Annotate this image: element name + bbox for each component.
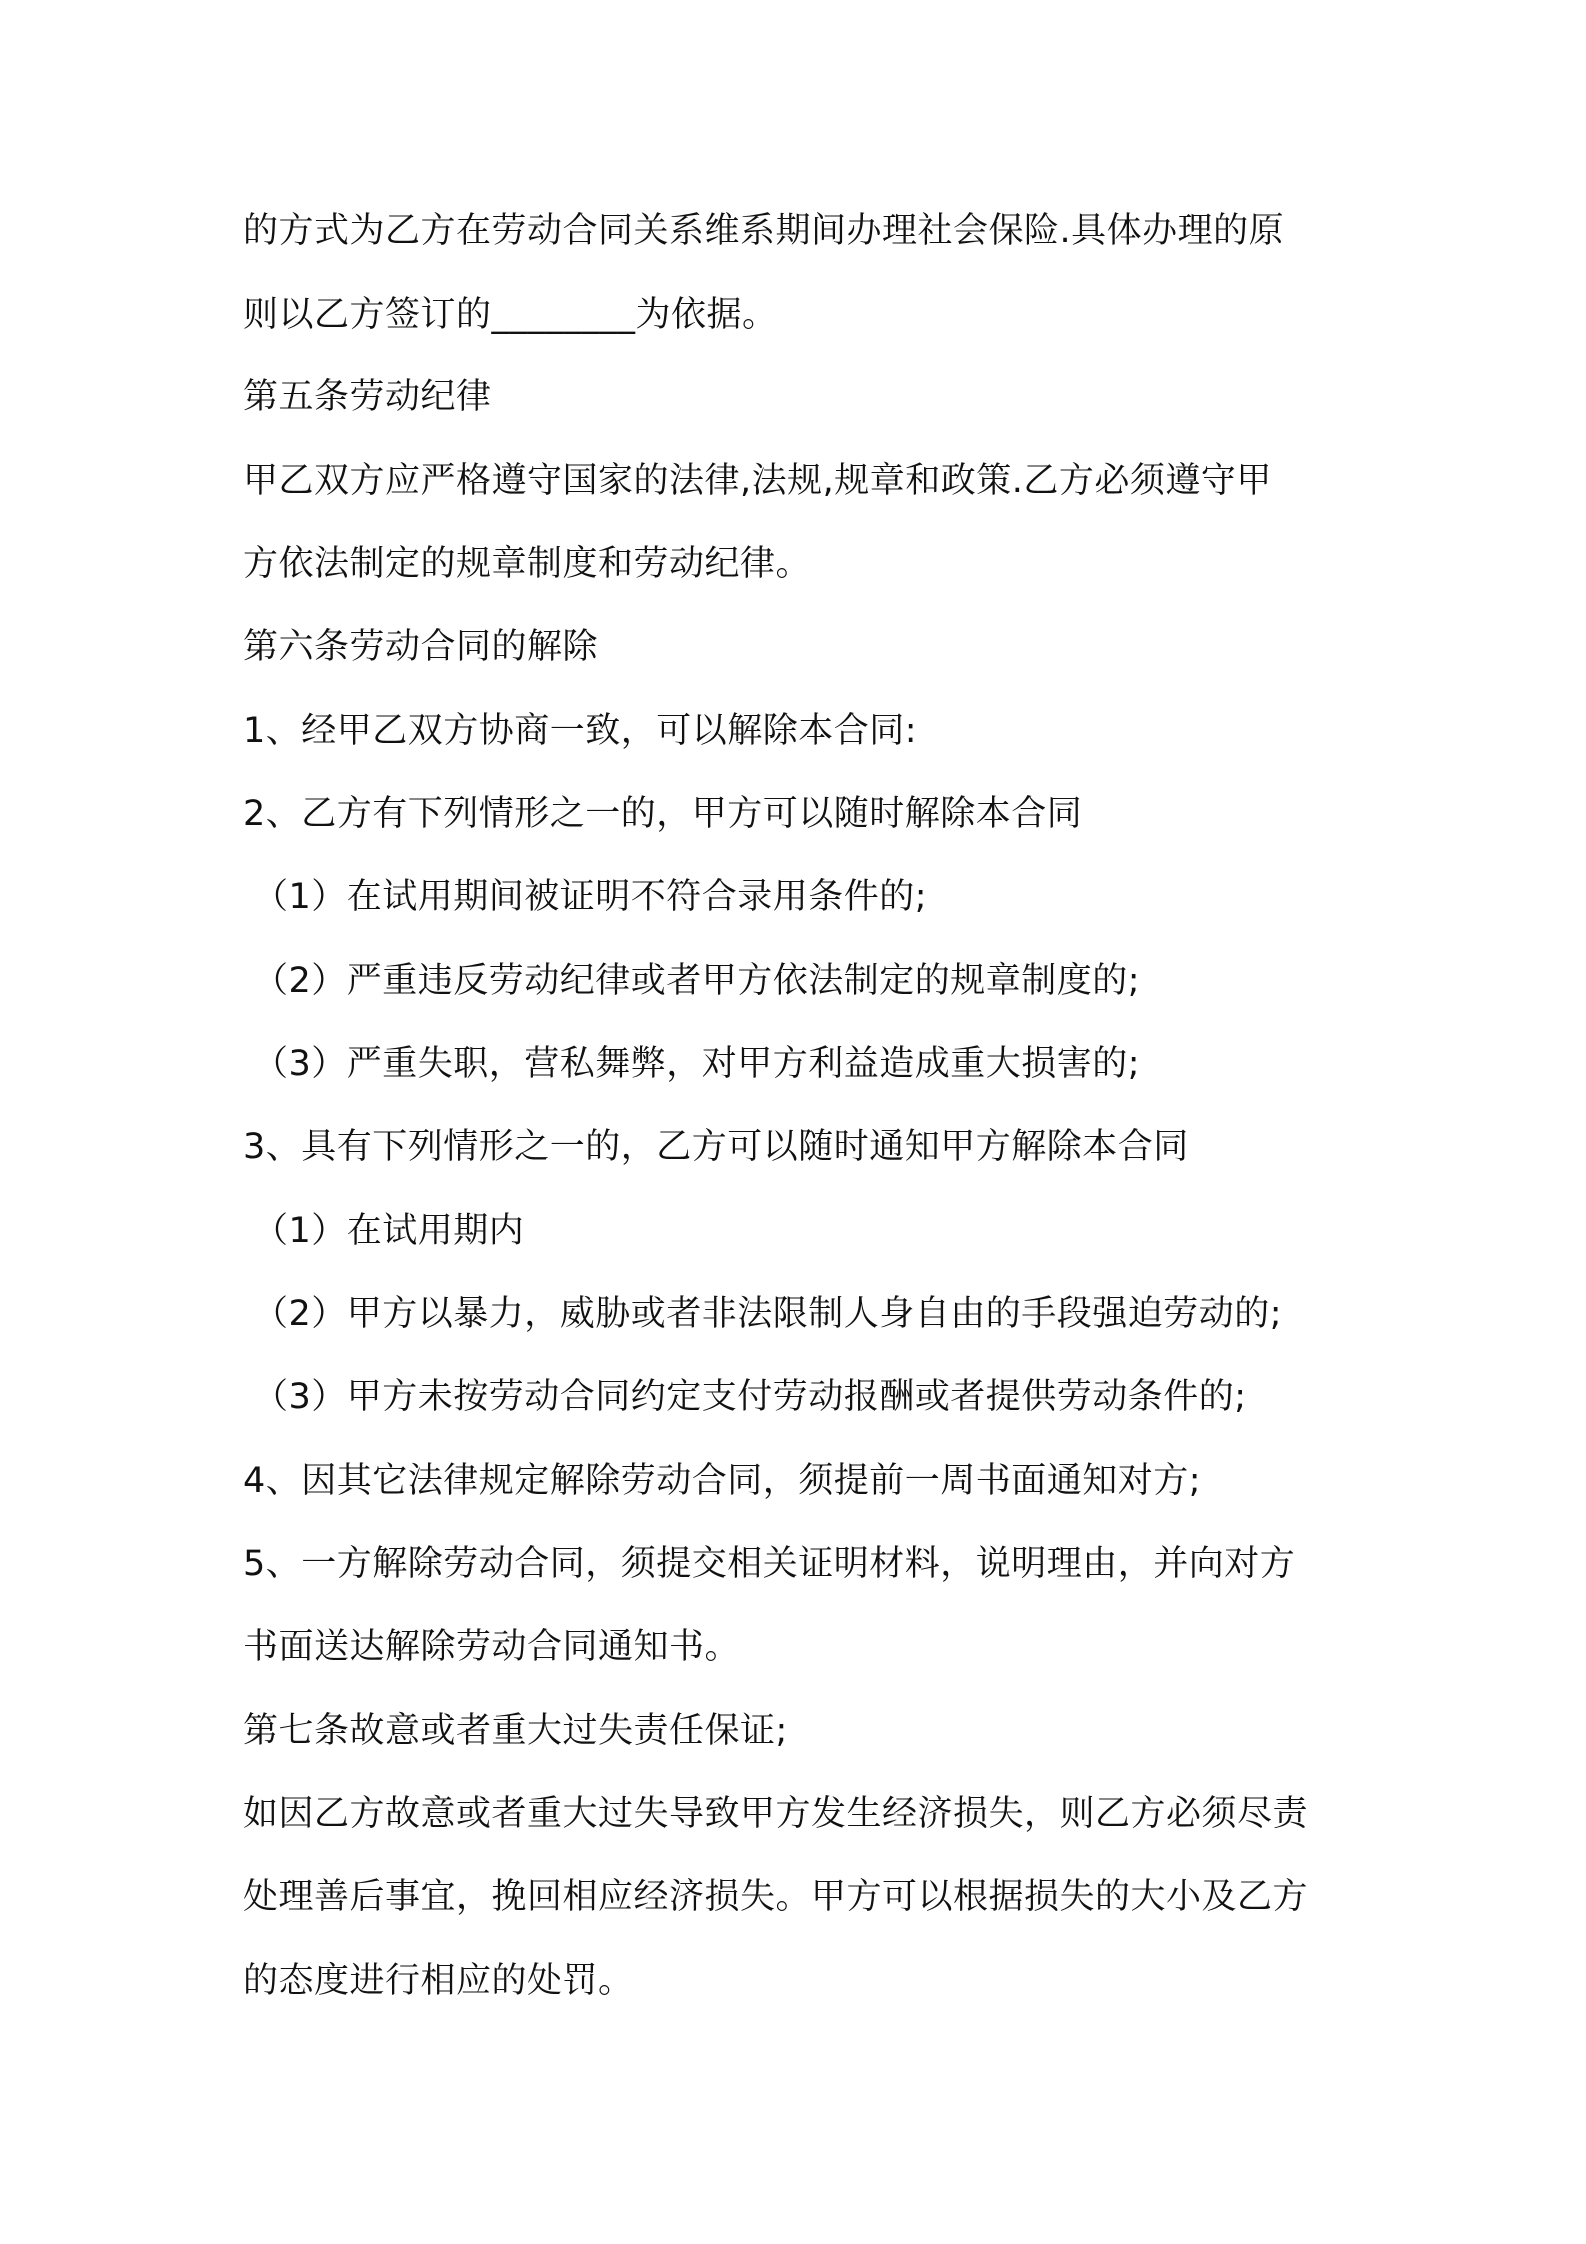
section-heading: 第七条故意或者重大过失责任保证; bbox=[243, 1711, 788, 1751]
sub-list-item: （2）甲方以暴力，威胁或者非法限制人身自由的手段强迫劳动的; bbox=[253, 1294, 1283, 1334]
paragraph-line: 方依法制定的规章制度和劳动纪律。 bbox=[243, 544, 812, 584]
paragraph-line: 甲乙双方应严格遵守国家的法律,法规,规章和政策.乙方必须遵守甲 bbox=[243, 461, 1272, 501]
paragraph-line: 如因乙方故意或者重大过失导致甲方发生经济损失，则乙方必须尽责 bbox=[243, 1794, 1309, 1834]
section-heading: 第五条劳动纪律 bbox=[243, 377, 492, 417]
paragraph-line: 则以乙方签订的________为依据。 bbox=[243, 295, 778, 335]
paragraph-line: 的态度进行相应的处罚。 bbox=[243, 1961, 634, 2001]
list-item: 2、乙方有下列情形之一的，甲方可以随时解除本合同 bbox=[243, 794, 1083, 834]
sub-list-item: （3）甲方未按劳动合同约定支付劳动报酬或者提供劳动条件的; bbox=[253, 1377, 1247, 1417]
list-item: 1、经甲乙双方协商一致，可以解除本合同: bbox=[243, 711, 918, 751]
sub-list-item: （3）严重失职，营私舞弊，对甲方利益造成重大损害的; bbox=[253, 1044, 1141, 1084]
section-heading: 第六条劳动合同的解除 bbox=[243, 627, 599, 667]
sub-list-item: （2）严重违反劳动纪律或者甲方依法制定的规章制度的; bbox=[253, 961, 1141, 1001]
sub-list-item: （1）在试用期间被证明不符合录用条件的; bbox=[253, 877, 928, 917]
list-item: 3、具有下列情形之一的，乙方可以随时通知甲方解除本合同 bbox=[243, 1127, 1189, 1167]
paragraph-line: 的方式为乙方在劳动合同关系维系期间办理社会保险.具体办理的原 bbox=[243, 211, 1285, 251]
sub-list-item: （1）在试用期内 bbox=[253, 1211, 525, 1251]
list-item: 4、因其它法律规定解除劳动合同，须提前一周书面通知对方; bbox=[243, 1461, 1202, 1501]
paragraph-line: 书面送达解除劳动合同通知书。 bbox=[243, 1627, 741, 1667]
paragraph-line: 处理善后事宜，挽回相应经济损失。甲方可以根据损失的大小及乙方 bbox=[243, 1877, 1309, 1917]
list-item: 5、一方解除劳动合同，须提交相关证明材料，说明理由，并向对方 bbox=[243, 1544, 1296, 1584]
